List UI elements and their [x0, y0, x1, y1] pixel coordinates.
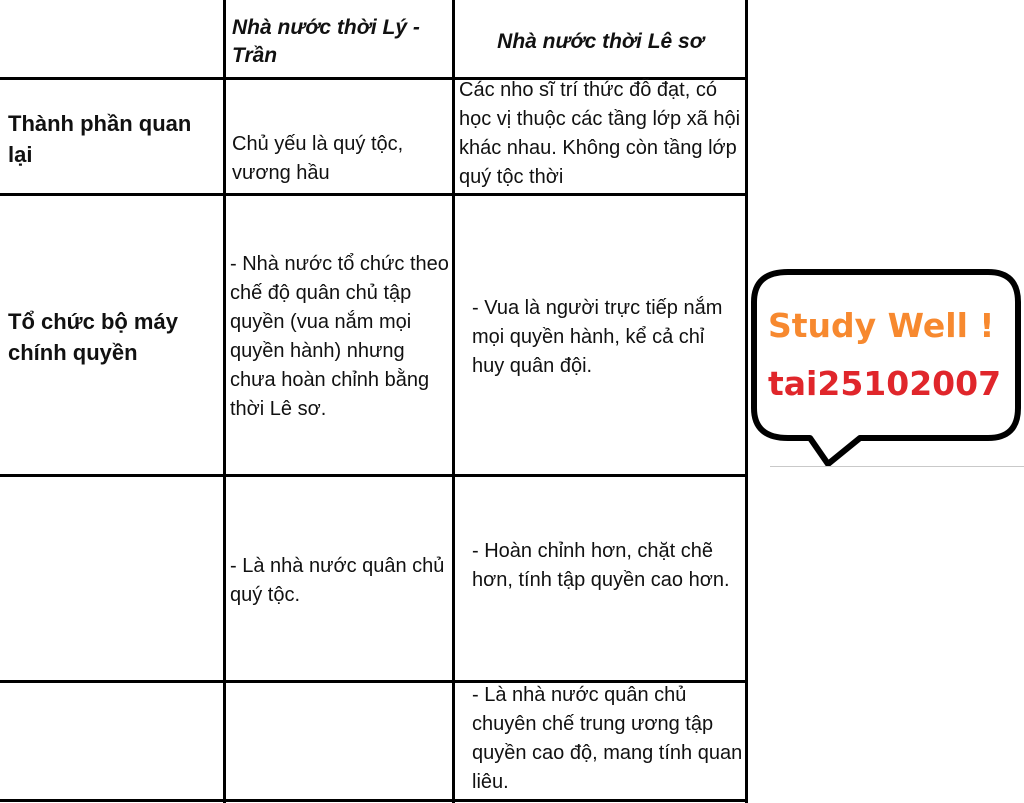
bubble-text-study-well: Study Well ! — [768, 306, 995, 345]
header-ly-tran: Nhà nước thời Lý - Trần — [232, 16, 420, 67]
cell-row3-le-so: - Hoàn chỉnh hơn, chặt chẽ hơn, tính tập quyền cao hơn. — [472, 540, 730, 591]
header-le-so: Nhà nước thời Lê sơ — [497, 30, 704, 53]
cell-row4-le-so: - Là nhà nước quân chủ chuyên chế trung ương tập quyền cao độ, mang tính quan liêu. — [472, 684, 743, 793]
table-border-row2 — [0, 474, 748, 477]
row-label-officials: Thành phần quan lại — [8, 111, 192, 167]
divider-line — [770, 466, 1024, 467]
cell-officials-ly-tran: Chủ yếu là quý tộc, vương hầu — [232, 133, 404, 184]
table-border-bottom — [0, 799, 748, 802]
row-label-empty-3 — [8, 560, 220, 600]
cell-officials-le-so: Các nho sĩ trí thức đỗ đạt, có học vị thuộc các tầng lớp xã hội khác nhau. Không còn tầng lớp quý tộc thời — [459, 79, 741, 188]
header-cell-empty — [0, 0, 223, 77]
cell-government-ly-tran: - Nhà nước tổ chức theo chế độ quân chủ tập quyền (vua nắm mọi quyền hành) nhưng chưa hoàn chỉnh bằng thời Lê sơ. — [230, 253, 449, 420]
cell-row4-ly-tran — [230, 700, 448, 790]
speech-bubble — [748, 262, 1024, 472]
table-border-row1 — [0, 193, 748, 196]
row-label-government: Tổ chức bộ máy chính quyền — [8, 309, 178, 365]
cell-government-le-so: - Vua là người trực tiếp nắm mọi quyền hành, kể cả chỉ huy quân đội. — [472, 297, 723, 377]
cell-row3-ly-tran: - Là nhà nước quân chủ quý tộc. — [230, 555, 445, 606]
bubble-text-username: tai25102007 — [768, 364, 1002, 403]
row-label-empty-4 — [8, 720, 220, 760]
